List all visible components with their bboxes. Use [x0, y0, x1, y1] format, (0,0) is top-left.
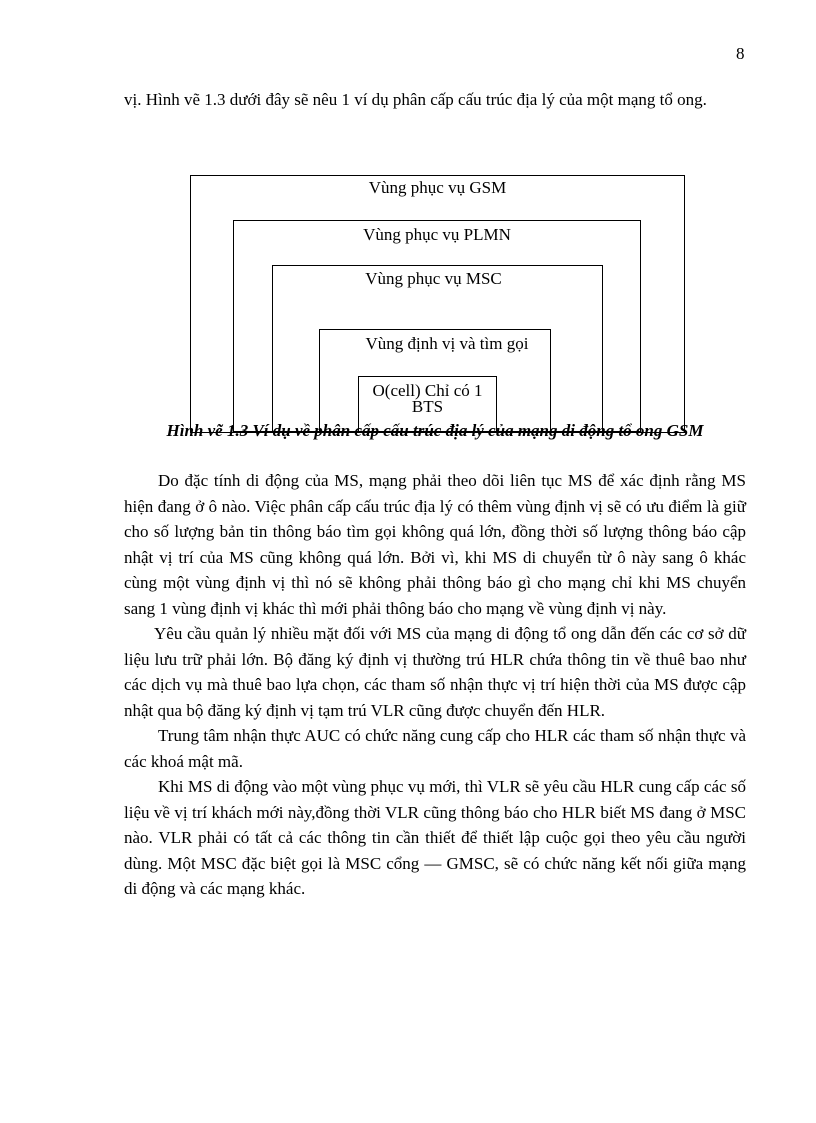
plmn-service-area-label: Vùng phục vụ PLMN: [363, 225, 511, 244]
location-area-label: Vùng định vị và tìm gọi: [365, 334, 529, 353]
paragraph-auc: Trung tâm nhận thực AUC có chức năng cung cấp cho HLR các tham số nhận thực và các khoá mật mã.: [124, 726, 746, 771]
paragraph-vlr-gmsc: Khi MS di động vào một vùng phục vụ mới, thì VLR sẽ yêu cầu HLR cung cấp các số liệu về vị trí khách mới này,đồng thời VLR cũng thông báo cho HLR biết MS đang ở MSC nào. VLR phải có tất cả các thông tin cần thiết để thiết lập cuộc gọi theo yêu cầu người dùng. Một MSC đặc biệt gọi là MSC cổng — GMSC, sẽ có chức năng kết nối giữa mạng di động và các mạng khác.: [124, 777, 746, 898]
cell-label: O(cell) Chỉ có 1 BTS: [372, 381, 483, 416]
paragraph-database-hlr: Yêu cầu quản lý nhiều mặt đối với MS của mạng di động tổ ong dẫn đến các cơ sở dữ liệu lưu trữ phải lớn. Bộ đăng ký định vị thường trú HLR chứa thông tin về thuê bao như các dịch vụ mà thuê bao lựa chọn, các tham số nhận thực vị trí hiện thời của MS được cập nhật qua bộ đăng ký định vị tạm trú VLR cũng được chuyển đến HLR.: [124, 624, 746, 720]
figure-caption: Hình vẽ 1.3 Ví dụ về phân cấp cấu trúc địa lý của mạng di động tổ ong GSM: [166, 421, 704, 440]
intro-text-block: [124, 87, 746, 113]
intro-paragraph: vị. Hình vẽ 1.3 dưới đây sẽ nêu 1 ví dụ phân cấp cấu trúc địa lý của một mạng tổ ong.: [124, 90, 707, 109]
msc-service-area-label: Vùng phục vụ MSC: [365, 269, 502, 288]
gsm-service-area-label: Vùng phục vụ GSM: [368, 178, 507, 197]
body-text-block: [124, 468, 746, 902]
paragraph-ms-tracking: Do đặc tính di động của MS, mạng phải theo dõi liên tục MS để xác định rằng MS hiện đang ở ô nào. Việc phân cấp cấu trúc địa lý có thêm vùng định vị sẽ có ưu điểm là giữ cho số lượng bản tin thông báo tìm gọi không quá lớn, đồng thời số lượng thông báo cập nhật vị trí của MS cũng không quá lớn. Bởi vì, khi MS di chuyển từ ô này sang ô khác cùng một vùng định vị thì nó sẽ không phải thông báo gì cho mạng chỉ khi MS chuyển sang 1 vùng định vị khác thì mới phải thông báo cho mạng về vùng định vị này.: [124, 471, 746, 618]
page-number: 8: [736, 44, 745, 63]
